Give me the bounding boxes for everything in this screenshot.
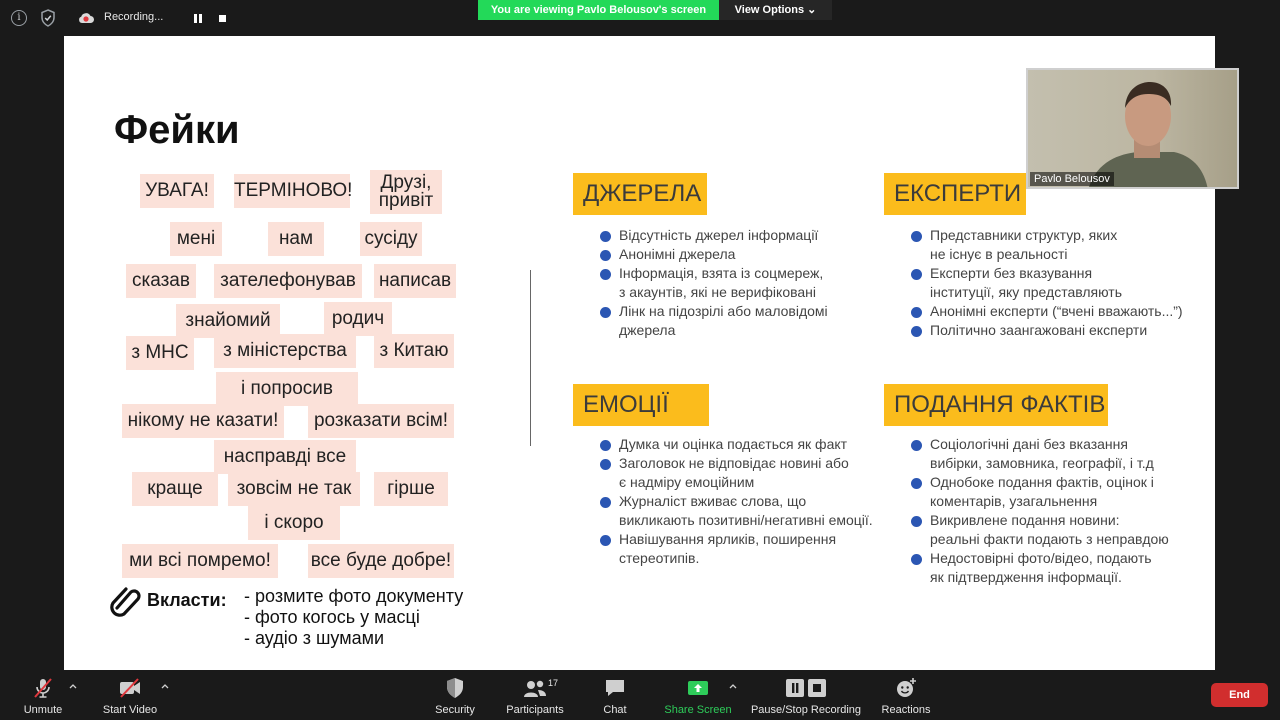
emotions-list [599,435,899,568]
heading-sources: ДЖЕРЕЛА [573,173,707,215]
tag-druzi-pryvit: Друзі, привіт [370,170,442,214]
tag-znayomyi: знайомий [176,304,280,338]
shield-check-icon[interactable] [40,9,56,27]
tag-nam: нам [268,222,324,256]
view-options-button[interactable]: View Options ⌄ [719,0,832,20]
attach-label: Вкласти: [147,590,227,610]
tag-i-skoro: і скоро [248,506,340,540]
tag-uvaga: УВАГА! [140,174,214,208]
chevron-up-icon[interactable] [728,682,738,692]
share-screen-label: Share Screen [664,704,732,716]
reactions-icon [894,676,918,700]
chevron-up-icon[interactable] [160,682,170,692]
sources-list [599,226,899,340]
tag-zatelefonuvav: зателефонував [214,264,362,298]
emotions-item: Заголовок не відповідає новині або є надміру емоційним [599,454,899,492]
security-label: Security [435,704,475,716]
pause-stop-label: Pause/Stop Recording [750,704,862,716]
heading-experts: ЕКСПЕРТИ [884,173,1026,215]
meeting-toolbar [0,670,1280,720]
participants-label: Participants [506,704,564,716]
slide-title: Фейки [114,108,240,152]
sources-item: Відсутність джерел інформації [599,226,899,245]
pause-recording-icon[interactable] [194,14,202,23]
facts-item: Недостовірні фото/відео, подають як підтвердження інформації. [910,549,1210,587]
tag-nikomu-ne-kazaty: нікому не казати! [122,404,284,438]
tag-hirshe: гірше [374,472,448,506]
emotions-item: Журналіст вживає слова, що викликають позитивні/негативні емоції. [599,492,899,530]
participant-name-label: Pavlo Belousov [1030,172,1114,186]
tag-z-ministerstva: з міністерства [214,334,356,368]
pause-stop-icon [784,676,828,700]
sources-item: Лінк на підозрілі або маловідомі джерела [599,302,899,340]
share-screen-icon [686,676,710,700]
cloud-recording-icon [78,11,94,24]
stop-recording-icon[interactable] [219,15,226,22]
tag-rozkazaty-vsim: розказати всім! [308,404,454,438]
participants-count: 17 [548,678,559,688]
tag-meni: мені [170,222,222,256]
emotions-item: Думка чи оцінка подається як факт [599,435,899,454]
participant-video-tile[interactable] [1026,68,1239,189]
attach-item: - фото когось у масці [244,607,420,627]
attach-item: - розмите фото документу [244,586,464,606]
tag-napysav: написав [374,264,456,298]
tag-rodych: родич [324,302,392,336]
participants-button[interactable] [502,676,568,716]
share-screen-button[interactable] [662,676,734,716]
chat-button[interactable] [596,676,634,716]
microphone-muted-icon [31,676,55,700]
experts-list [910,226,1210,340]
tag-terminovo: ТЕРМІНОВО! [234,174,350,208]
facts-item: Однобоке подання фактів, оцінок і коментарів, узагальнення [910,473,1210,511]
tag-my-vsi-pomremo: ми всі помремо! [122,544,278,578]
pause-stop-recording-button[interactable] [750,676,862,716]
heading-facts: ПОДАННЯ ФАКТІВ [884,384,1108,426]
tag-krasche: краще [132,472,218,506]
end-meeting-button[interactable]: End [1211,683,1268,707]
facts-item: Соціологічні дані без вказання вибірки, замовника, географії, і т.д [910,435,1210,473]
tag-skazav: сказав [126,264,196,298]
experts-item: Представники структур, яких не існує в реальності [910,226,1210,264]
facts-list [910,435,1210,587]
tag-susidu: сусіду [360,222,422,256]
sources-item: Інформація, взята із соцмереж, з акаунтів, які не верифіковані [599,264,899,302]
start-video-button[interactable] [100,676,160,716]
info-icon[interactable]: i [11,10,27,26]
tag-naspravdi-vse: насправді все [214,440,356,474]
paperclip-icon [107,584,145,618]
tag-z-kytayu: з Китаю [374,334,454,368]
chat-label: Chat [603,704,627,716]
unmute-button[interactable] [18,676,68,716]
facts-item: Викривлене подання новини: реальні факти подають з неправдою [910,511,1210,549]
participants-icon [522,676,548,700]
heading-emotions: ЕМОЦІЇ [573,384,709,426]
slide-divider [530,270,531,446]
emotions-item: Навішування ярликів, поширення стереотипів. [599,530,899,568]
recording-label: Recording... [104,11,164,23]
sources-item: Анонімні джерела [599,245,899,264]
video-camera-off-icon [117,676,143,700]
viewing-screen-banner: You are viewing Pavlo Belousov's screen [478,0,719,20]
attach-list [244,586,463,649]
shield-icon [443,676,467,700]
security-button[interactable] [430,676,480,716]
meeting-top-bar [0,0,1280,36]
experts-item: Анонімні експерти (“вчені вважають...”) [910,302,1210,321]
experts-item: Політично заангажовані експерти [910,321,1210,340]
tag-i-poprosyv: і попросив [216,372,358,406]
chevron-up-icon[interactable] [68,682,78,692]
tag-zovsim-ne-tak: зовсім не так [228,472,360,506]
reactions-label: Reactions [881,704,931,716]
experts-item: Експерти без вказування інституції, яку представляють [910,264,1210,302]
chat-icon [603,676,627,700]
start-video-label: Start Video [102,704,158,716]
unmute-label: Unmute [23,704,63,716]
tag-vse-bude-dobre: все буде добре! [308,544,454,578]
tag-z-mns: з МНС [126,336,194,370]
attach-item: - аудіо з шумами [244,628,385,648]
reactions-button[interactable] [880,676,932,716]
